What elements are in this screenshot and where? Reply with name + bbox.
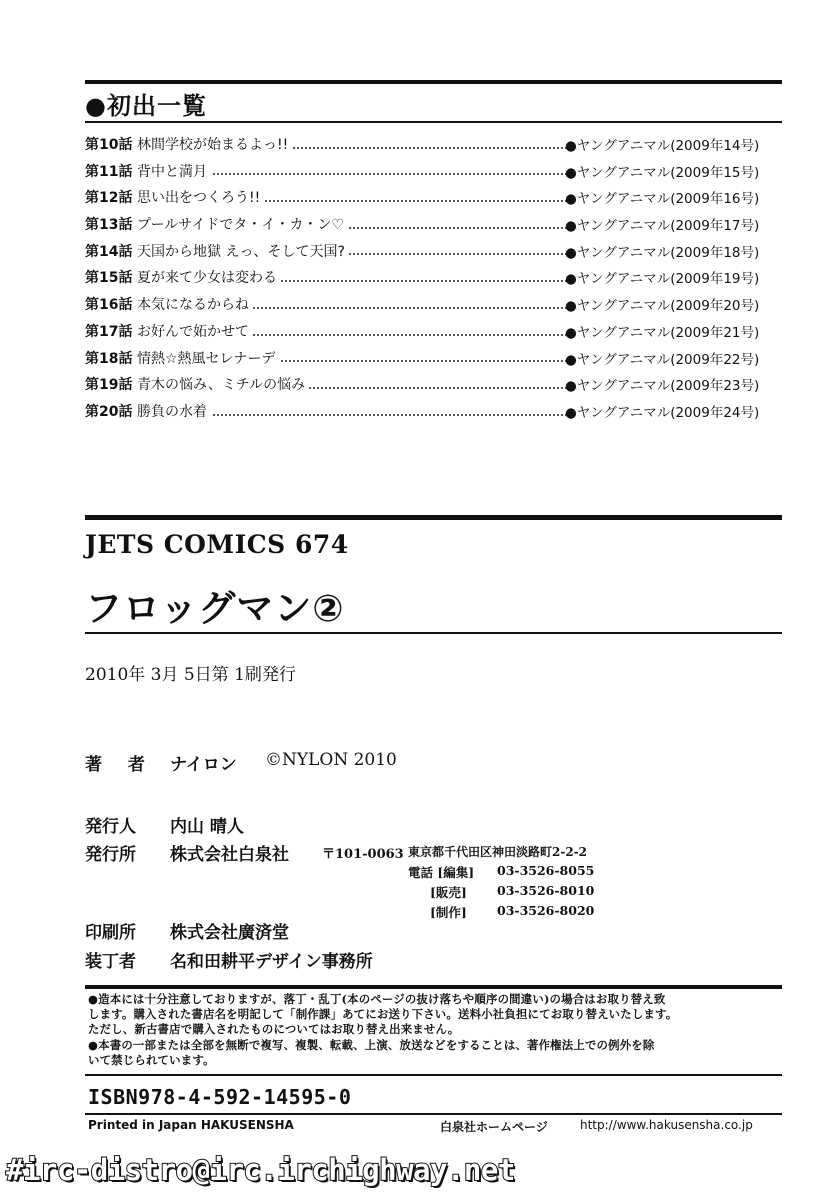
author-label: 著 者: [85, 755, 155, 775]
toc-row: [85, 157, 782, 184]
episode-number: 第11話: [85, 163, 133, 180]
notice-bottom-rule: [85, 1074, 782, 1076]
book-title: フロッグマン②: [85, 587, 345, 630]
publisher-person-label: 発行人: [85, 817, 136, 837]
toc-row: [85, 317, 782, 344]
postal-code: 〒101-0063: [322, 847, 404, 862]
episode-source: ●ヤングアニマル(2009年19号): [565, 271, 760, 288]
series-name: JETS COMICS 674: [85, 530, 349, 559]
homepage-url[interactable]: http://www.hakusensha.co.jp: [580, 1118, 753, 1132]
author-name: ナイロン: [170, 755, 237, 775]
episode-title: 思い出をつくろう!!: [137, 187, 264, 207]
toc-row: [85, 370, 782, 397]
episode-title: プールサイドでタ・イ・カ・ン♡: [137, 214, 348, 234]
episode-title: 青木の悩み、ミチルの悩み: [137, 374, 309, 394]
episode-source: ●ヤングアニマル(2009年14号): [565, 138, 760, 154]
isbn-rule: [85, 1113, 782, 1115]
notice-top-rule: [85, 985, 782, 989]
printer-name: 株式会社廣済堂: [170, 923, 289, 943]
phone-label-edit: 電話 [編集]: [408, 865, 475, 880]
top-rule: [85, 80, 782, 84]
episode-source: ●ヤングアニマル(2009年20号): [565, 298, 760, 315]
publisher-name: 株式会社白泉社: [170, 845, 289, 865]
colophon-top-rule: [85, 515, 782, 520]
episode-number: 第13話: [85, 217, 133, 234]
notice-line: ●本書の一部または全部を無断で複写、複製、転載、上演、放送などをすることは、著作権法上での例外を除: [88, 1037, 655, 1052]
episode-number: 第14話: [85, 243, 133, 260]
episode-number: 第10話: [85, 137, 133, 153]
episode-title: 本気になるからね: [137, 294, 253, 314]
episode-source: ●ヤングアニマル(2009年23号): [565, 378, 760, 395]
phone-number-edit: 03-3526-8055: [497, 863, 595, 878]
toc-row: [85, 210, 782, 237]
episode-number: 第19話: [85, 377, 133, 394]
address: 東京都千代田区神田淡路町2-2-2: [408, 845, 588, 859]
phone-label-sales: [販売]: [430, 885, 467, 900]
printed-in: Printed in Japan HAKUSENSHA: [88, 1118, 294, 1132]
legal-notice: [88, 992, 783, 1068]
episode-number: 第17話: [85, 323, 133, 340]
episode-title: 林間学校が始まるよっ!!: [137, 134, 292, 154]
episode-number: 第12話: [85, 190, 133, 207]
episode-number: 第20話: [85, 403, 133, 420]
designer-name: 名和田耕平デザイン事務所: [170, 952, 373, 972]
phone-number-sales: 03-3526-8010: [497, 883, 595, 898]
issue-date: 2010年 3月 5日第 1刷発行: [85, 665, 296, 685]
toc-row: [85, 183, 782, 210]
episode-source: ●ヤングアニマル(2009年21号): [565, 324, 760, 341]
episode-source: ●ヤングアニマル(2009年15号): [565, 164, 760, 181]
episode-title: 背中と満月: [137, 161, 211, 181]
toc-row: [85, 344, 782, 371]
toc-row: [85, 263, 782, 290]
scanner-watermark: #irc-distro@irc.irchighway.net: [6, 1153, 515, 1187]
episode-source: ●ヤングアニマル(2009年22号): [565, 351, 760, 368]
designer-label: 装丁者: [85, 952, 136, 972]
toc-row: [85, 290, 782, 317]
notice-line: ●造本には十分注意しておりますが、落丁・乱丁(本のページの抜け落ちや順序の間違い)の場合はお取り替え致: [88, 992, 666, 1006]
episode-title: 夏が来て少女は変わる: [137, 267, 281, 287]
episode-number: 第15話: [85, 270, 133, 287]
episode-source: ●ヤングアニマル(2009年17号): [565, 218, 760, 235]
title-rule: [85, 632, 782, 634]
episode-title: 勝負の水着: [137, 401, 211, 421]
publication-history-heading: ●初出一覧: [85, 92, 207, 120]
episode-number: 第18話: [85, 350, 133, 367]
toc-row: [85, 397, 782, 424]
publication-history-list: [85, 130, 782, 424]
heading-rule: [85, 121, 782, 123]
episode-title: お好んで妬かせて: [137, 321, 253, 341]
notice-line: いて禁じられています。: [88, 1052, 215, 1067]
phone-label-production: [制作]: [430, 905, 467, 920]
notice-line: ただし、新古書店で購入されたものについてはお取り替え出来ません。: [88, 1022, 460, 1037]
episode-source: ●ヤングアニマル(2009年24号): [565, 404, 760, 421]
publisher-label: 発行所: [85, 845, 136, 865]
episode-source: ●ヤングアニマル(2009年16号): [565, 191, 760, 208]
isbn: ISBN978-4-592-14595-0: [88, 1085, 352, 1109]
homepage-label: 白泉社ホームページ: [440, 1120, 548, 1134]
printer-label: 印刷所: [85, 923, 136, 943]
episode-number: 第16話: [85, 297, 133, 314]
toc-row: [85, 237, 782, 264]
episode-title: 天国から地獄 えっ、そして天国?: [137, 241, 349, 261]
copyright: ©NYLON 2010: [265, 750, 397, 770]
toc-row: [85, 130, 782, 157]
episode-source: ●ヤングアニマル(2009年18号): [565, 244, 760, 261]
notice-line: します。購入された書店名を明記して「制作課」あてにお送り下さい。送料小社負担にてお取り替えいたします。: [88, 1007, 678, 1022]
publisher-person: 内山 晴人: [170, 817, 244, 837]
phone-number-production: 03-3526-8020: [497, 903, 595, 918]
episode-title: 情熱☆熱風セレナーデ: [137, 348, 280, 368]
